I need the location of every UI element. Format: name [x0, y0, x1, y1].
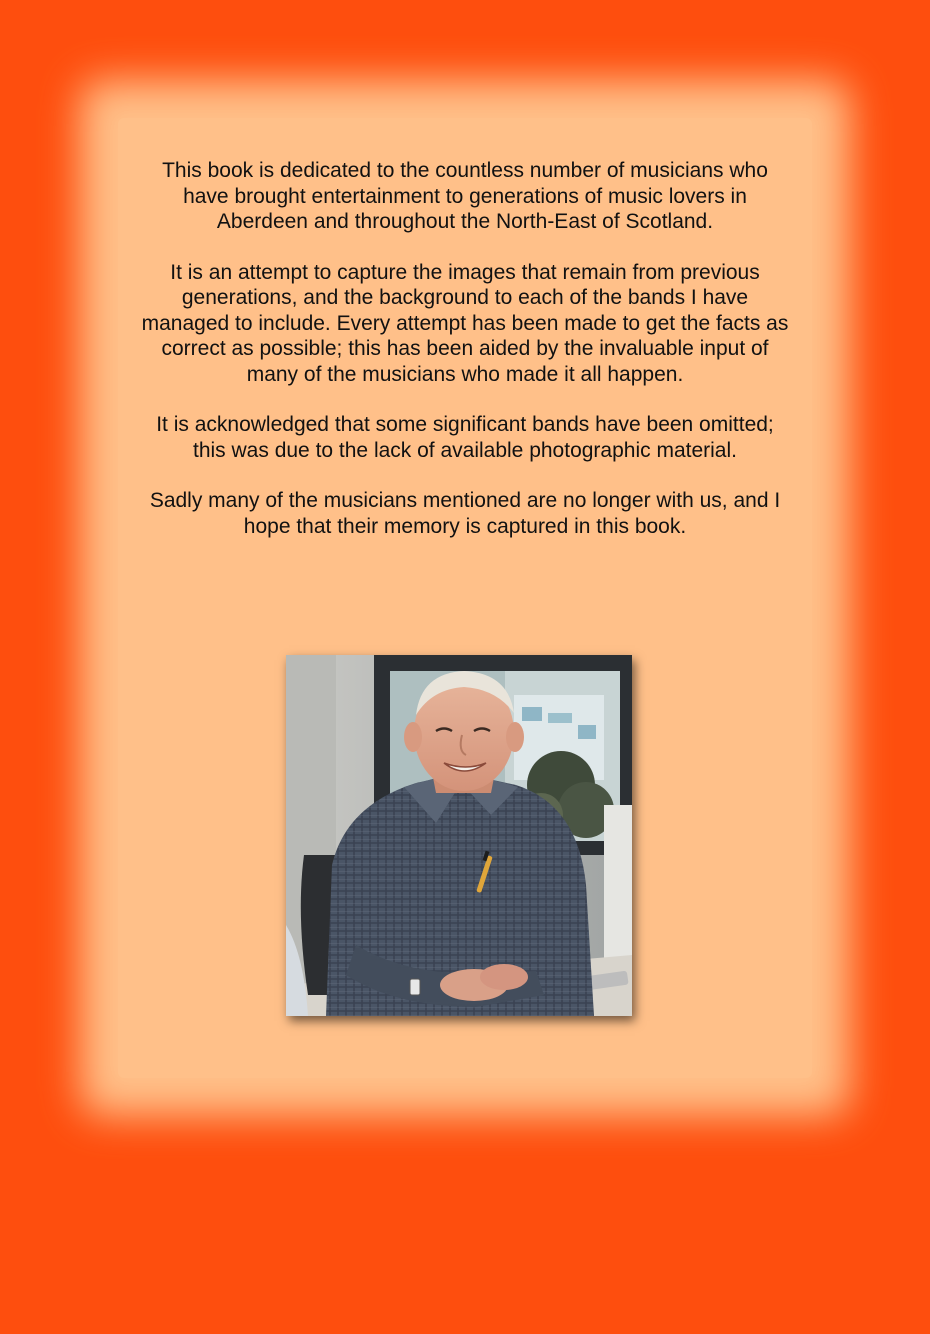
author-photo — [286, 655, 632, 1016]
dedication-paragraph-3: It is acknowledged that some significant bands have been omitted; this was due to the lack of available photographic material. — [156, 413, 774, 462]
dedication-paragraph-2: It is an attempt to capture the images that remain from previous generations, and the background to each of the bands I have managed to include. Every attempt has been made to get the facts as correct as possible; this has been aided by the invaluable input of many of the musicians who made it all happen. — [141, 260, 789, 386]
author-photo-illustration — [286, 655, 632, 1016]
dedication-paragraph-1: This book is dedicated to the countless number of musicians who have brought entertainment to generations of music lovers in Aberdeen and throughout the North-East of Scotland. — [162, 159, 768, 233]
dedication-paragraph-4: Sadly many of the musicians mentioned are no longer with us, and I hope that their memory is captured in this book. — [149, 489, 781, 538]
dedication-text — [140, 158, 790, 564]
